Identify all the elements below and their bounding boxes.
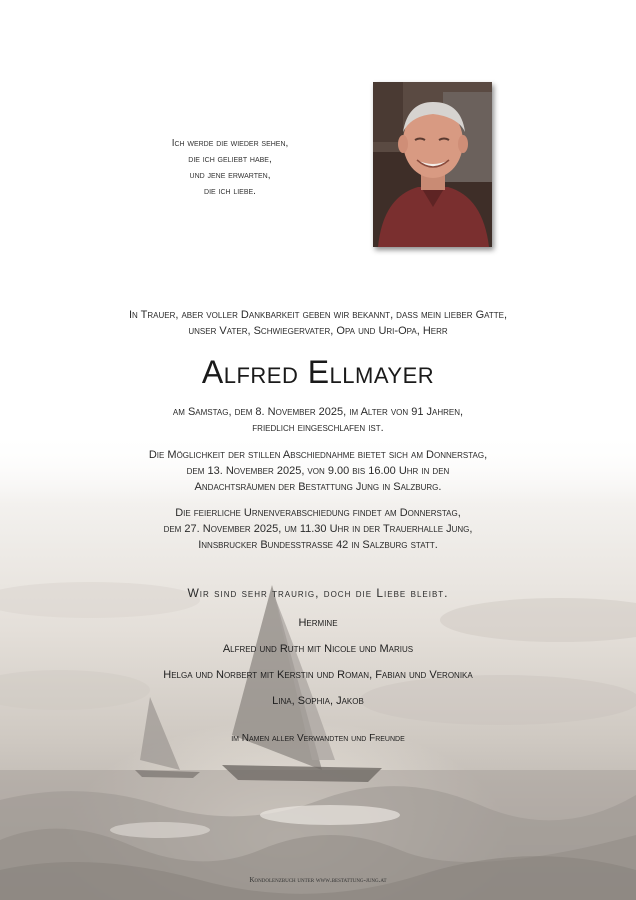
viewing-line: Die Möglichkeit der stillen Abschiednahme bietet sich am Donnerstag, [148, 449, 488, 461]
portrait-photo [373, 82, 492, 247]
death-line: am Samstag, dem 8. November 2025, im Alter von 91 Jahren, [172, 406, 464, 418]
quote-block [130, 136, 330, 200]
intro-line: In Trauer, aber voller Dankbarkeit geben wir bekannt, dass mein lieber Gatte, [128, 309, 508, 321]
deceased-name: Alfred Ellmayer [201, 354, 435, 390]
family-line: Lina, Sophia, Jakob [272, 695, 364, 707]
farewell-line: dem 27. November 2025, um 11.30 Uhr in der Trauerhalle Jung, [163, 523, 473, 535]
motto: Wir sind sehr traurig, doch die Liebe bleibt. [187, 586, 449, 600]
death-line: friedlich eingeschlafen ist. [252, 422, 384, 434]
viewing-notice [0, 447, 636, 495]
quote-line: und jene erwarten, [189, 170, 271, 181]
farewell-line: Innsbrucker Bundesstrasse 42 in Salzburg statt. [198, 539, 438, 551]
viewing-line: dem 13. November 2025, von 9.00 bis 16.00 Uhr in den [186, 465, 450, 477]
intro-text [0, 307, 636, 339]
family-line: Hermine [298, 617, 338, 629]
condolence-footer: Kondolenzbuch unter www.bestattung-jung.at [249, 876, 387, 884]
farewell-line: Die feierliche Urnenverabschiedung findet am Donnerstag, [175, 507, 461, 519]
family-line: Helga und Norbert mit Kerstin und Roman, Fabian und Veronika [163, 669, 473, 681]
quote-line: Ich werde die wieder sehen, [171, 138, 289, 149]
quote-line: die ich liebe. [204, 186, 256, 197]
quote-line: die ich geliebt habe, [188, 154, 272, 165]
family-line: Alfred und Ruth mit Nicole und Marius [222, 643, 414, 655]
viewing-line: Andachtsräumen der Bestattung Jung in Salzburg. [194, 481, 442, 493]
farewell-notice [0, 505, 636, 553]
family-closing-line: im Namen aller Verwandten und Freunde [231, 733, 405, 744]
intro-line: unser Vater, Schwiegervater, Opa und Uri-Opa, Herr [188, 325, 448, 337]
death-notice [0, 404, 636, 436]
